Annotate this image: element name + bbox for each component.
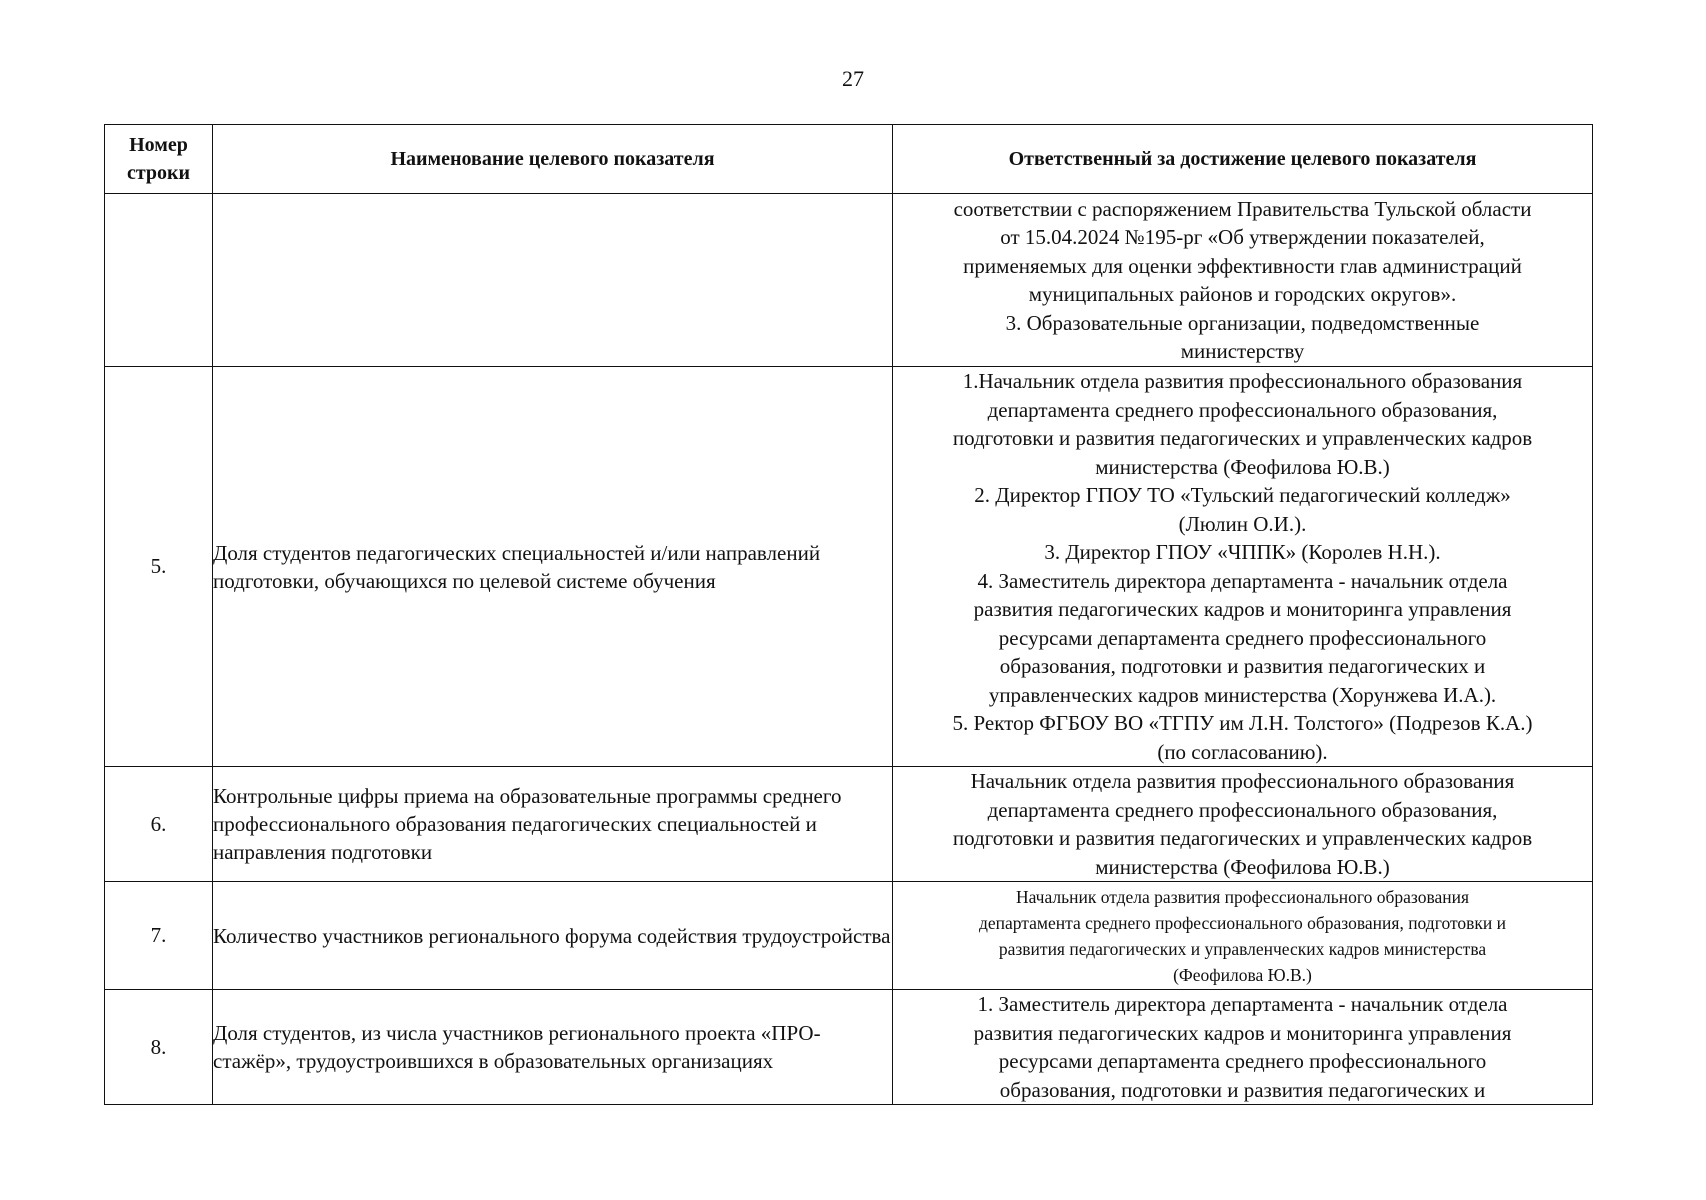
indicator-name: Контрольные цифры приема на образовательные программы среднего профессионального образования педагогических специальностей и направления подготовки (213, 767, 893, 882)
responsible-cell (893, 194, 1593, 367)
responsible-line: департамента среднего профессионального образования, подготовки и (978, 912, 1507, 933)
responsible-line: 3. Образовательные организации, подведомственные (1005, 310, 1480, 335)
responsible-line: ресурсами департамента среднего профессионального (998, 625, 1487, 650)
responsible-line: департамента среднего профессионального образования, (987, 397, 1498, 422)
responsible-line: подготовки и развития педагогических и управленческих кадров (952, 426, 1533, 450)
responsible-cell (893, 767, 1593, 882)
responsible-cell (893, 367, 1593, 767)
responsible-cell (893, 990, 1593, 1105)
table-row (105, 367, 1593, 767)
row-number: 6. (105, 767, 213, 882)
responsible-line: (по согласованию). (1157, 739, 1328, 764)
table-row (105, 194, 1593, 367)
responsible-line: Начальник отдела развития профессионального образования (1015, 886, 1470, 907)
indicator-name: Количество участников регионального форума содействия трудоустройства (213, 882, 893, 990)
responsible-line: министерству (1180, 339, 1305, 363)
page-number: 27 (842, 66, 864, 91)
row-number (105, 194, 213, 367)
responsible-line: 5. Ректор ФГБОУ ВО «ТГПУ им Л.Н. Толстого» (Подрезов К.А.) (952, 711, 1533, 735)
responsible-line: развития педагогических кадров и мониторинга управления (973, 597, 1512, 621)
responsible-line: образования, подготовки и развития педагогических и (999, 654, 1486, 678)
responsible-line: департамента среднего профессионального образования, (987, 797, 1498, 822)
responsible-line: 1. Заместитель директора департамента - начальник отдела (977, 992, 1508, 1016)
responsible-line: (Люлин О.И.). (1178, 511, 1307, 536)
header-responsible: Ответственный за достижение целевого показателя (893, 125, 1593, 194)
row-number: 8. (105, 990, 213, 1105)
responsible-line: развития педагогических и управленческих кадров министерства (998, 938, 1487, 959)
responsible-line: министерства (Феофилова Ю.В.) (1095, 454, 1390, 479)
responsible-line: министерства (Феофилова Ю.В.) (1095, 854, 1390, 879)
responsible-line: применяемых для оценки эффективности глав администраций (963, 253, 1522, 278)
responsible-line: соответствии с распоряжением Правительства Тульской области (953, 196, 1532, 221)
row-number: 5. (105, 367, 213, 767)
indicator-name (213, 194, 893, 367)
responsible-line: управленческих кадров министерства (Хорунжева И.А.). (988, 682, 1497, 707)
table-row (105, 990, 1593, 1105)
indicator-name: Доля студентов педагогических специальностей и/или направлений подготовки, обучающихся по целевой системе обучения (213, 367, 893, 767)
responsible-line: муниципальных районов и городских округов». (1028, 282, 1457, 306)
responsible-line: 4. Заместитель директора департамента - начальник отдела (977, 568, 1508, 593)
responsible-line: образования, подготовки и развития педагогических и (999, 1077, 1486, 1102)
table-header-row (105, 125, 1593, 194)
target-indicators-table (104, 124, 1593, 1105)
responsible-line: Начальник отдела развития профессионального образования (970, 769, 1515, 793)
responsible-line: от 15.04.2024 №195-рг «Об утверждении показателей, (1000, 225, 1485, 249)
responsible-cell (893, 882, 1593, 990)
responsible-line: развития педагогических кадров и мониторинга управления (973, 1020, 1512, 1045)
responsible-line: 2. Директор ГПОУ ТО «Тульский педагогический колледж» (974, 483, 1511, 507)
row-number: 7. (105, 882, 213, 990)
responsible-line: 1.Начальник отдела развития профессионального образования (962, 369, 1523, 393)
header-row-number: Номер строки (105, 125, 213, 194)
responsible-line: (Феофилова Ю.В.) (1173, 964, 1312, 985)
indicator-name: Доля студентов, из числа участников регионального проекта «ПРО-стажёр», трудоустроившихся в образовательных организациях (213, 990, 893, 1105)
header-indicator-name: Наименование целевого показателя (213, 125, 893, 194)
responsible-line: подготовки и развития педагогических и управленческих кадров (952, 826, 1533, 850)
table-row (105, 882, 1593, 990)
responsible-line: 3. Директор ГПОУ «ЧППК» (Королев Н.Н.). (1044, 540, 1441, 564)
table-row (105, 767, 1593, 882)
responsible-line: ресурсами департамента среднего профессионального (998, 1049, 1487, 1073)
